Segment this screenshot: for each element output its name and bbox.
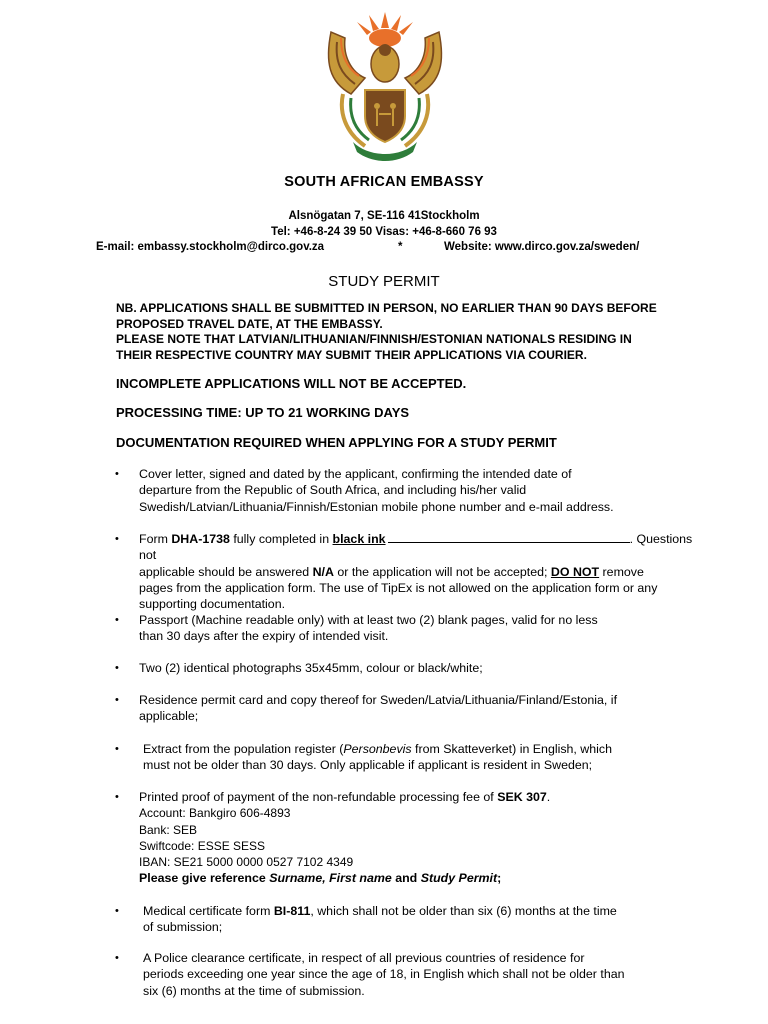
shield-icon <box>365 90 405 142</box>
incomplete-warning: INCOMPLETE APPLICATIONS WILL NOT BE ACCEPTED. <box>116 376 467 391</box>
item-text: Please give reference <box>139 871 270 886</box>
item-line: applicable; <box>139 709 199 724</box>
item-line: Residence permit card and copy thereof for Sweden/Latvia/Lithuania/Finland/Estonia, if <box>139 693 618 707</box>
item-line: Two (2) identical photographs 35x45mm, colour or black/white; <box>139 661 483 675</box>
embassy-address: Alsnögatan 7, SE-116 41Stockholm <box>288 210 480 222</box>
payment-reference <box>139 870 679 886</box>
do-not-text: DO NOT <box>550 564 600 579</box>
item-line: A Police clearance certificate, in respect of all previous countries of residence for <box>143 951 585 965</box>
item-line: than 30 days after the expiry of intended visit. <box>139 629 389 644</box>
list-item-passport <box>115 612 659 645</box>
embassy-phones: Tel: +46-8-24 39 50 Visas: +46-8-660 76 93 <box>271 226 497 238</box>
item-text: Surname, First name <box>269 871 392 886</box>
list-item-population-extract <box>115 741 683 774</box>
bullet-icon: • <box>115 905 119 917</box>
bullet-icon: • <box>115 533 119 545</box>
item-line: Swedish/Latvian/Lithuania/Finnish/Estonian mobile phone number and e-mail address. <box>139 499 614 514</box>
list-item-photographs <box>115 660 639 676</box>
bank-swiftcode: Swiftcode: ESSE SESS <box>139 838 266 853</box>
separator-mark: * <box>398 241 403 253</box>
bank-account: Account: Bankgiro 606-4893 <box>139 806 291 821</box>
documentation-heading: DOCUMENTATION REQUIRED WHEN APPLYING FOR A STUDY PERMIT <box>116 435 557 450</box>
underline-blank <box>388 531 630 543</box>
bullet-icon: • <box>115 468 119 480</box>
ink-requirement: black ink <box>332 532 386 546</box>
list-item-payment <box>115 789 679 887</box>
item-text: , which shall not be older than six (6) months at the time <box>310 904 617 918</box>
bullet-icon: • <box>115 791 119 803</box>
item-text: . <box>546 790 551 804</box>
item-line <box>143 741 683 757</box>
notice-block <box>116 301 716 363</box>
item-text: Printed proof of payment of the non-refundable processing fee of <box>139 790 498 804</box>
notice-line: NB. APPLICATIONS SHALL BE SUBMITTED IN PERSON, NO EARLIER THAN 90 DAYS BEFORE <box>116 301 657 315</box>
item-line: of submission; <box>143 920 223 935</box>
contact-line <box>96 241 676 253</box>
bullet-icon: • <box>115 743 119 755</box>
item-text: and <box>391 871 421 886</box>
item-line <box>143 903 683 919</box>
list-item-medical-certificate <box>115 903 683 936</box>
item-line: six (6) months at the time of submission. <box>143 983 365 998</box>
item-text: Form <box>139 532 172 546</box>
embassy-name: SOUTH AFRICAN EMBASSY <box>284 174 484 190</box>
email-text: E-mail: embassy.stockholm@dirco.gov.za <box>96 241 325 253</box>
item-text: . Questions not <box>139 532 693 563</box>
na-text: N/A <box>312 564 334 579</box>
list-item-police-clearance <box>115 950 683 999</box>
item-line: periods exceeding one year since the age of 18, in English which shall not be older than <box>143 967 625 982</box>
item-text: Extract from the population register ( <box>143 742 344 756</box>
list-item-residence-permit <box>115 692 679 725</box>
item-line: Passport (Machine readable only) with at least two (2) blank pages, valid for no less <box>139 613 598 627</box>
item-text: applicable should be answered <box>139 564 313 579</box>
processing-time: PROCESSING TIME: UP TO 21 WORKING DAYS <box>116 405 410 420</box>
bank-iban: IBAN: SE21 5000 0000 0527 7102 4349 <box>139 855 354 870</box>
rising-sun-icon <box>357 12 413 47</box>
item-text: Medical certificate form <box>143 904 274 918</box>
document-title: STUDY PERMIT <box>328 273 440 290</box>
bullet-icon: • <box>115 694 119 706</box>
bank-name: Bank: SEB <box>139 822 198 837</box>
item-line: departure from the Republic of South Africa, and including his/her valid <box>139 483 527 498</box>
bullet-icon: • <box>115 662 119 674</box>
item-line: Cover letter, signed and dated by the applicant, confirming the intended date of <box>139 467 572 481</box>
item-line <box>139 564 699 580</box>
coat-of-arms-logo <box>321 12 449 162</box>
fee-amount: SEK 307 <box>497 790 547 804</box>
item-text: Study Permit <box>420 871 498 886</box>
form-number: DHA-1738 <box>171 532 230 546</box>
website-text: Website: www.dirco.gov.za/sweden/ <box>444 241 640 253</box>
bullet-icon: • <box>115 952 119 964</box>
notice-line: PLEASE NOTE THAT LATVIAN/LITHUANIAN/FINNISH/ESTONIAN NATIONALS RESIDING IN <box>116 332 632 346</box>
notice-line: THEIR RESPECTIVE COUNTRY MAY SUBMIT THEIR APPLICATIONS VIA COURIER. <box>116 347 587 362</box>
item-line: pages from the application form. The use of TipEx is not allowed on the application form or any <box>139 580 658 595</box>
notice-line: PROPOSED TRAVEL DATE, AT THE EMBASSY. <box>116 316 383 331</box>
list-item-cover-letter <box>115 466 699 515</box>
bullet-icon: • <box>115 614 119 626</box>
item-line: supporting documentation. <box>139 597 286 612</box>
item-text: from Skatteverket) in English, which <box>411 742 612 756</box>
item-text: fully completed in <box>229 532 333 546</box>
form-number: BI-811 <box>273 904 311 918</box>
item-text: ; <box>497 871 502 886</box>
item-line <box>139 789 679 805</box>
personbevis-text: Personbevis <box>343 742 412 756</box>
item-line: must not be older than 30 days. Only applicable if applicant is resident in Sweden; <box>143 758 593 773</box>
item-text: or the application will not be accepted; <box>333 564 551 579</box>
item-line <box>139 531 699 564</box>
item-text: remove <box>599 564 644 579</box>
list-item-application-form <box>115 531 699 612</box>
